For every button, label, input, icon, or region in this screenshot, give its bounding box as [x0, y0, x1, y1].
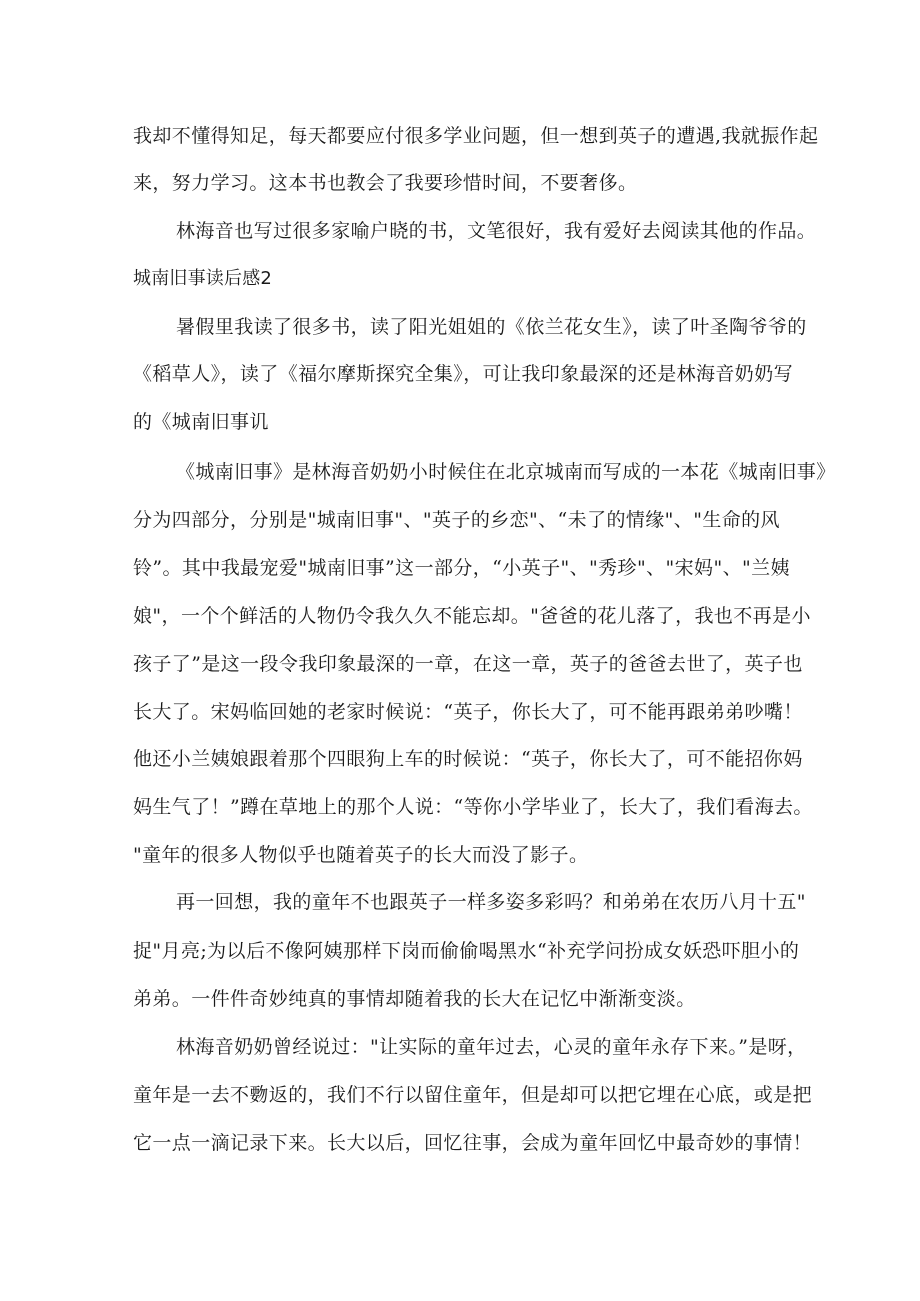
section-heading: 城南旧事读后感2 — [133, 268, 273, 289]
paragraph-line: 弟弟。一件件奇妙纯真的事情却随着我的长大在记忆中渐渐变淡。 — [133, 988, 696, 1010]
paragraph-line: 童年是一去不覅返的，我们不行以留住童年，但是却可以把它埋在心底，或是把 — [133, 1084, 813, 1106]
paragraph-line: 我却不懂得知足，每天都要应付很多学业问题，但一想到英子的遭遇,我就振作起 — [133, 125, 819, 147]
paragraph-line: 他还小兰姨娘跟着那个四眼狗上车的时候说：“英子，你长大了，可不能招你妈 — [133, 748, 803, 770]
paragraph-line: 《城南旧事》是林海音奶奶小时候住在北京城南而写成的一本花《城南旧事》 — [176, 461, 836, 483]
paragraph-line: 分为四部分，分别是"城南旧事"、"英子的乡恋"、“未了的情缘"、"生命的风 — [133, 509, 780, 531]
paragraph-line: 暑假里我读了很多书，读了阳光姐姐的《依兰花女生》，读了叶圣陶爷爷的 — [176, 316, 807, 338]
paragraph-line: 的《城南旧事讥 — [133, 411, 269, 433]
paragraph-line: 再一回想，我的童年不也跟英子一样多姿多彩吗？和弟弟在农历八月十五" — [176, 891, 806, 913]
paragraph-line: 铃”。其中我最宠爱"城南旧事”这一部分，“小英子"、"秀珍"、"宋妈"、"兰姨 — [133, 557, 790, 579]
paragraph-line: 《稻草人》，读了《福尔摩斯探究全集》，可让我印象最深的还是林海音奶奶写 — [133, 363, 794, 385]
paragraph-line: 林海音奶奶曾经说过："让实际的童年过去，心灵的童年永存下来。”是呀， — [176, 1036, 807, 1058]
paragraph-line: 来，努力学习。这本书也教会了我要珍惜时间，不要奢侈。 — [133, 172, 638, 194]
paragraph-line: 它一点一滴记录下来。长大以后，回忆往事，会成为童年回忆中最奇妙的事情！ — [133, 1132, 813, 1154]
paragraph-line: 孩子了”是这一段令我印象最深的一章，在这一章，英子的爸爸去世了，英子也 — [133, 653, 803, 675]
paragraph-line: 妈生气了！”蹲在草地上的那个人说：“等你小学毕业了，长大了，我们看海去。 — [133, 796, 813, 818]
paragraph-line: 捉"月亮;为以后不像阿姨那样下岗而偷偷喝黑水“补充学问扮成女妖恐吓胆小的 — [133, 940, 800, 962]
paragraph-line: 长大了。宋妈临回她的老家时候说：“英子，你长大了，可不能再跟弟弟吵嘴！ — [133, 701, 803, 723]
paragraph-line: 娘"，一个个鲜活的人物仍令我久久不能忘却。"爸爸的花儿落了，我也不再是小 — [133, 605, 811, 627]
paragraph-line: 林海音也写过很多家喻户晓的书，文笔很好，我有爱好去阅读其他的作品。 — [176, 220, 817, 242]
paragraph-line: "童年的很多人物似乎也随着英子的长大而没了影子。 — [133, 844, 589, 866]
